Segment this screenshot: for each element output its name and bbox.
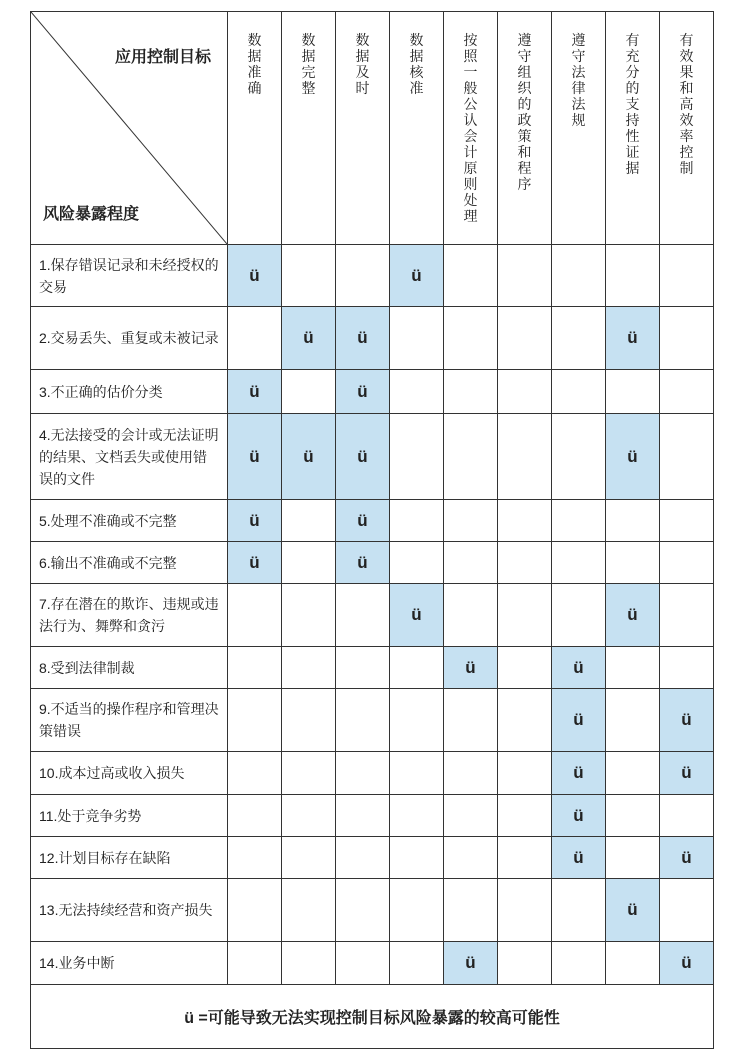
matrix-cell-empty [606,942,660,985]
matrix-cell-empty [390,370,444,414]
table-row [31,307,714,370]
table-row [31,542,714,584]
matrix-cell-marked: ü [660,752,714,795]
matrix-cell-empty [552,307,606,370]
matrix-cell-empty [606,689,660,752]
matrix-cell-empty [444,245,498,307]
matrix-cell-marked: ü [228,542,282,584]
matrix-cell-empty [444,837,498,879]
matrix-cell-empty [552,370,606,414]
matrix-cell-marked: ü [228,245,282,307]
risk-label: 6.输出不准确或不完整 [31,542,228,584]
matrix-cell-empty [390,500,444,542]
matrix-cell-empty [552,584,606,647]
matrix-cell-empty [228,752,282,795]
matrix-cell-marked: ü [444,647,498,689]
header-row [31,12,714,245]
table-row [31,795,714,837]
matrix-cell-empty [390,879,444,942]
matrix-cell-marked: ü [228,500,282,542]
matrix-cell-empty [228,584,282,647]
matrix-cell-empty [498,500,552,542]
matrix-cell-empty [498,837,552,879]
matrix-body [31,245,714,985]
matrix-cell-empty [390,542,444,584]
matrix-cell-empty [498,879,552,942]
risk-label: 12.计划目标存在缺陷 [31,837,228,879]
matrix-cell-marked: ü [282,414,336,500]
risk-label: 8.受到法律制裁 [31,647,228,689]
matrix-cell-empty [498,245,552,307]
matrix-cell-empty [282,689,336,752]
corner-header [31,12,228,245]
matrix-cell-empty [498,307,552,370]
table-row [31,370,714,414]
matrix-cell-marked: ü [660,942,714,985]
matrix-cell-empty [282,795,336,837]
matrix-cell-marked: ü [552,795,606,837]
matrix-cell-empty [660,307,714,370]
column-header: 数据完整 [282,12,336,245]
matrix-cell-empty [336,752,390,795]
matrix-cell-empty [228,837,282,879]
matrix-cell-empty [282,245,336,307]
column-header: 遵守组织的政策和程序 [498,12,552,245]
matrix-cell-empty [336,837,390,879]
matrix-cell-empty [282,837,336,879]
table-row [31,500,714,542]
matrix-cell-empty [282,942,336,985]
column-header: 遵守法律法规 [552,12,606,245]
matrix-cell-empty [282,500,336,542]
matrix-cell-empty [606,837,660,879]
matrix-cell-empty [444,752,498,795]
matrix-cell-empty [606,647,660,689]
goal-axis-label: 应用控制目标 [114,49,211,66]
matrix-cell-empty [498,795,552,837]
matrix-cell-empty [606,795,660,837]
matrix-cell-empty [336,245,390,307]
risk-label: 4.无法接受的会计或无法证明的结果、文档丢失或使用错误的文件 [31,414,228,500]
matrix-cell-empty [390,837,444,879]
matrix-cell-empty [444,500,498,542]
column-header: 按照一般公认会计原则处理 [444,12,498,245]
matrix-cell-empty [390,942,444,985]
matrix-cell-empty [606,542,660,584]
matrix-cell-empty [390,752,444,795]
table-row [31,414,714,500]
matrix-cell-empty [660,879,714,942]
matrix-cell-empty [336,689,390,752]
matrix-cell-empty [552,879,606,942]
risk-axis-label: 风险暴露程度 [43,206,140,223]
column-header: 数据核准 [390,12,444,245]
matrix-cell-empty [390,307,444,370]
matrix-cell-empty [336,879,390,942]
column-header: 有充分的支持性证据 [606,12,660,245]
matrix-cell-marked: ü [552,647,606,689]
matrix-cell-empty [228,307,282,370]
legend-row [31,985,714,1049]
matrix-cell-empty [606,500,660,542]
matrix-cell-marked: ü [336,370,390,414]
matrix-cell-empty [660,500,714,542]
matrix-cell-empty [498,689,552,752]
table-row [31,647,714,689]
matrix-cell-empty [552,942,606,985]
matrix-cell-marked: ü [444,942,498,985]
matrix-cell-empty [498,542,552,584]
table-row [31,879,714,942]
table-row [31,245,714,307]
matrix-cell-empty [606,370,660,414]
matrix-cell-empty [444,879,498,942]
matrix-cell-empty [444,795,498,837]
matrix-cell-empty [552,414,606,500]
risk-label: 14.业务中断 [31,942,228,985]
matrix-cell-empty [336,584,390,647]
risk-label: 11.处于竞争劣势 [31,795,228,837]
matrix-cell-empty [552,500,606,542]
matrix-cell-empty [444,414,498,500]
matrix-cell-empty [228,879,282,942]
matrix-cell-marked: ü [606,414,660,500]
matrix-cell-marked: ü [552,837,606,879]
matrix-cell-empty [444,370,498,414]
table-row [31,942,714,985]
matrix-cell-marked: ü [282,307,336,370]
legend-note: ü =可能导致无法实现控制目标风险暴露的较高可能性 [31,985,714,1049]
column-header: 有效果和高效率控制 [660,12,714,245]
matrix-cell-empty [498,647,552,689]
matrix-cell-empty [552,542,606,584]
matrix-cell-marked: ü [606,584,660,647]
risk-label: 7.存在潜在的欺诈、违规或违法行为、舞弊和贪污 [31,584,228,647]
risk-label: 1.保存错误记录和未经授权的交易 [31,245,228,307]
matrix-cell-empty [660,584,714,647]
matrix-cell-empty [282,879,336,942]
risk-control-matrix [30,11,714,1049]
matrix-cell-empty [660,370,714,414]
risk-label: 3.不正确的估价分类 [31,370,228,414]
matrix-cell-empty [606,752,660,795]
matrix-cell-marked: ü [390,245,444,307]
matrix-cell-empty [498,370,552,414]
matrix-cell-empty [606,245,660,307]
matrix-cell-marked: ü [552,752,606,795]
matrix-cell-marked: ü [336,500,390,542]
risk-label: 5.处理不准确或不完整 [31,500,228,542]
matrix-cell-empty [552,245,606,307]
matrix-cell-marked: ü [660,689,714,752]
matrix-cell-marked: ü [390,584,444,647]
matrix-cell-empty [390,795,444,837]
matrix-cell-empty [498,414,552,500]
matrix-cell-empty [336,647,390,689]
matrix-cell-empty [660,647,714,689]
matrix-cell-marked: ü [552,689,606,752]
matrix-cell-empty [228,942,282,985]
matrix-cell-empty [390,647,444,689]
matrix-cell-empty [228,689,282,752]
matrix-cell-empty [498,942,552,985]
matrix-cell-empty [336,795,390,837]
matrix-cell-empty [336,942,390,985]
matrix-cell-marked: ü [336,414,390,500]
matrix-cell-marked: ü [660,837,714,879]
matrix-cell-marked: ü [336,542,390,584]
matrix-cell-empty [444,542,498,584]
matrix-cell-empty [228,795,282,837]
matrix-cell-marked: ü [606,307,660,370]
matrix-cell-empty [498,584,552,647]
matrix-cell-empty [282,584,336,647]
matrix-cell-marked: ü [606,879,660,942]
column-header: 数据及时 [336,12,390,245]
matrix-cell-marked: ü [336,307,390,370]
table-row [31,584,714,647]
table-row [31,689,714,752]
matrix-cell-marked: ü [228,370,282,414]
matrix-cell-empty [660,414,714,500]
matrix-cell-empty [228,647,282,689]
matrix-cell-empty [660,245,714,307]
matrix-cell-marked: ü [228,414,282,500]
risk-label: 2.交易丢失、重复或未被记录 [31,307,228,370]
matrix-cell-empty [282,752,336,795]
matrix-cell-empty [282,647,336,689]
matrix-cell-empty [282,542,336,584]
matrix-cell-empty [660,542,714,584]
column-header: 数据准确 [228,12,282,245]
matrix-cell-empty [282,370,336,414]
matrix-cell-empty [444,307,498,370]
matrix-cell-empty [444,584,498,647]
matrix-cell-empty [390,414,444,500]
matrix-cell-empty [390,689,444,752]
risk-label: 13.无法持续经营和资产损失 [31,879,228,942]
risk-label: 9.不适当的操作程序和管理决策错误 [31,689,228,752]
table-row [31,837,714,879]
matrix-cell-empty [444,689,498,752]
table-row [31,752,714,795]
matrix-cell-empty [660,795,714,837]
risk-label: 10.成本过高或收入损失 [31,752,228,795]
matrix-cell-empty [498,752,552,795]
